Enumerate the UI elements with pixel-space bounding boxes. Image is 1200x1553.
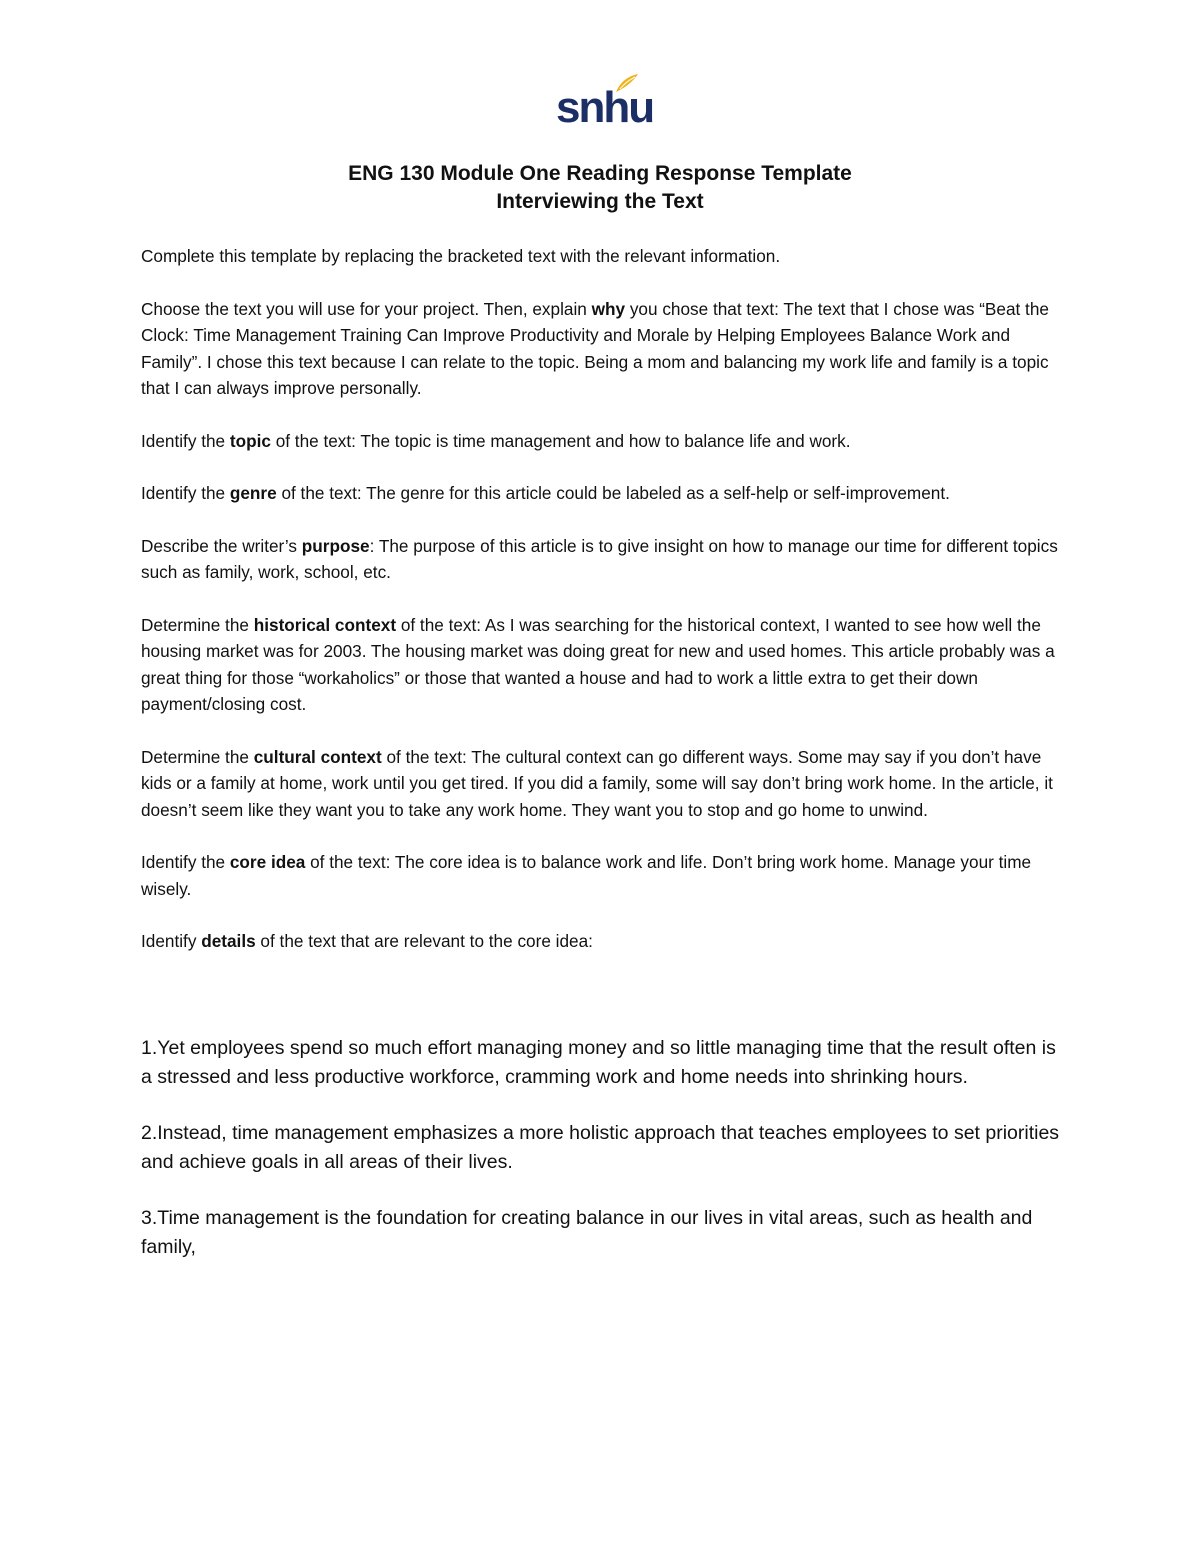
- answer: The purpose of this article is to give insight on how to manage our time for different topics such as family, work, school, etc.: [141, 535, 1058, 582]
- detail-item: 3.Time management is the foundation for creating balance in our lives in vital areas, such as health and family,: [141, 1207, 1033, 1258]
- detail-item: 1.Yet employees spend so much effort managing money and so little managing time that the result often is a stressed and less productive workforce, cramming work and home needs into shrinking hours.: [141, 1037, 1056, 1088]
- details-list: [141, 1034, 1061, 1289]
- keyword: why: [591, 298, 626, 319]
- snhu-logo: [556, 72, 654, 134]
- prompt-cultural-context: Determine the cultural context of the text: The cultural context can go different ways. Some may say if you don’t have kids or a family at home, work until you get tired. If you did a family, some will say don’t bring work home. In the article, it doesn’t seem like they want you to take any work home. They want you to stop and go home to unwind.: [141, 746, 1053, 820]
- keyword: cultural context: [253, 746, 382, 767]
- document-title-block: [0, 160, 1200, 216]
- intro-paragraph: Complete this template by replacing the bracketed text with the relevant information.: [141, 246, 781, 266]
- keyword: topic: [229, 430, 271, 451]
- response-body: [141, 243, 1061, 981]
- prompt-topic: Identify the topic of the text: The topic is time management and how to balance life and work.: [141, 430, 851, 451]
- keyword: genre: [229, 483, 277, 503]
- detail-item: 2.Instead, time management emphasizes a more holistic approach that teaches employees to set priorities and achieve goals in all areas of their lives.: [141, 1122, 1060, 1173]
- prompt-why: Choose the text you will use for your project. Then, explain why you chose that text: The text that I chose was “Beat the Clock: Time Management Training Can Improve Productivity and Morale by Helping Employees Balance Work and Family”. I chose this text because I can relate to the topic. Being a mom and balancing my work life and family is a topic that I can always improve personally.: [141, 298, 1049, 398]
- prompt-genre: Identify the genre of the text: The genre for this article could be labeled as a self-help or self-improvement.: [141, 483, 950, 503]
- keyword: core idea: [229, 852, 306, 872]
- prompt-details: Identify details of the text that are relevant to the core idea:: [141, 931, 593, 951]
- answer: The core idea is to balance work and life. Don’t bring work home. Manage your time wisely.: [141, 852, 1032, 899]
- answer: The text that I chose was “Beat the Clock: Time Management Training Can Improve Productivity and Morale by Helping Employees Balance Work and Family”. I chose this text because I can relate to the topic. Being a mom and balancing my work life and family is a topic that I can always improve personally.: [141, 298, 1049, 398]
- keyword: historical context: [253, 614, 397, 635]
- logo-text: snhu: [556, 83, 654, 132]
- prompt-historical-context: Determine the historical context of the text: As I was searching for the historical context, I wanted to see how well the housing market was for 2003. The housing market was doing great for new and used homes. This article probably was a great thing for those “workaholics” or those that wanted a house and had to work a little extra to get their down payment/closing cost.: [141, 614, 1055, 714]
- answer: As I was searching for the historical context, I wanted to see how well the housing market was for 2003. The housing market was doing great for new and used homes. This article probably was a great thing for those “workaholics” or those that wanted a house and had to work a little extra to get their down payment/closing cost.: [141, 614, 1055, 714]
- keyword: purpose: [301, 535, 370, 556]
- answer: The topic is time management and how to balance life and work.: [355, 430, 851, 451]
- document-title: ENG 130 Module One Reading Response Template: [348, 162, 852, 185]
- answer: The cultural context can go different ways. Some may say if you don’t have kids or a family at home, work until you get tired. If you did a family, some will say don’t bring work home. In the article, it doesn’t seem like they want you to take any work home. They want you to stop and go home to unwind.: [141, 746, 1053, 820]
- answer: The genre for this article could be labeled as a self-help or self-improvement.: [361, 483, 950, 503]
- keyword: details: [201, 931, 256, 951]
- document-subtitle: Interviewing the Text: [496, 190, 704, 213]
- prompt-core-idea: Identify the core idea of the text: The core idea is to balance work and life. Don’t bring work home. Manage your time wisely.: [141, 852, 1032, 899]
- prompt-purpose: Describe the writer’s purpose: The purpose of this article is to give insight on how to manage our time for different topics such as family, work, school, etc.: [141, 535, 1058, 582]
